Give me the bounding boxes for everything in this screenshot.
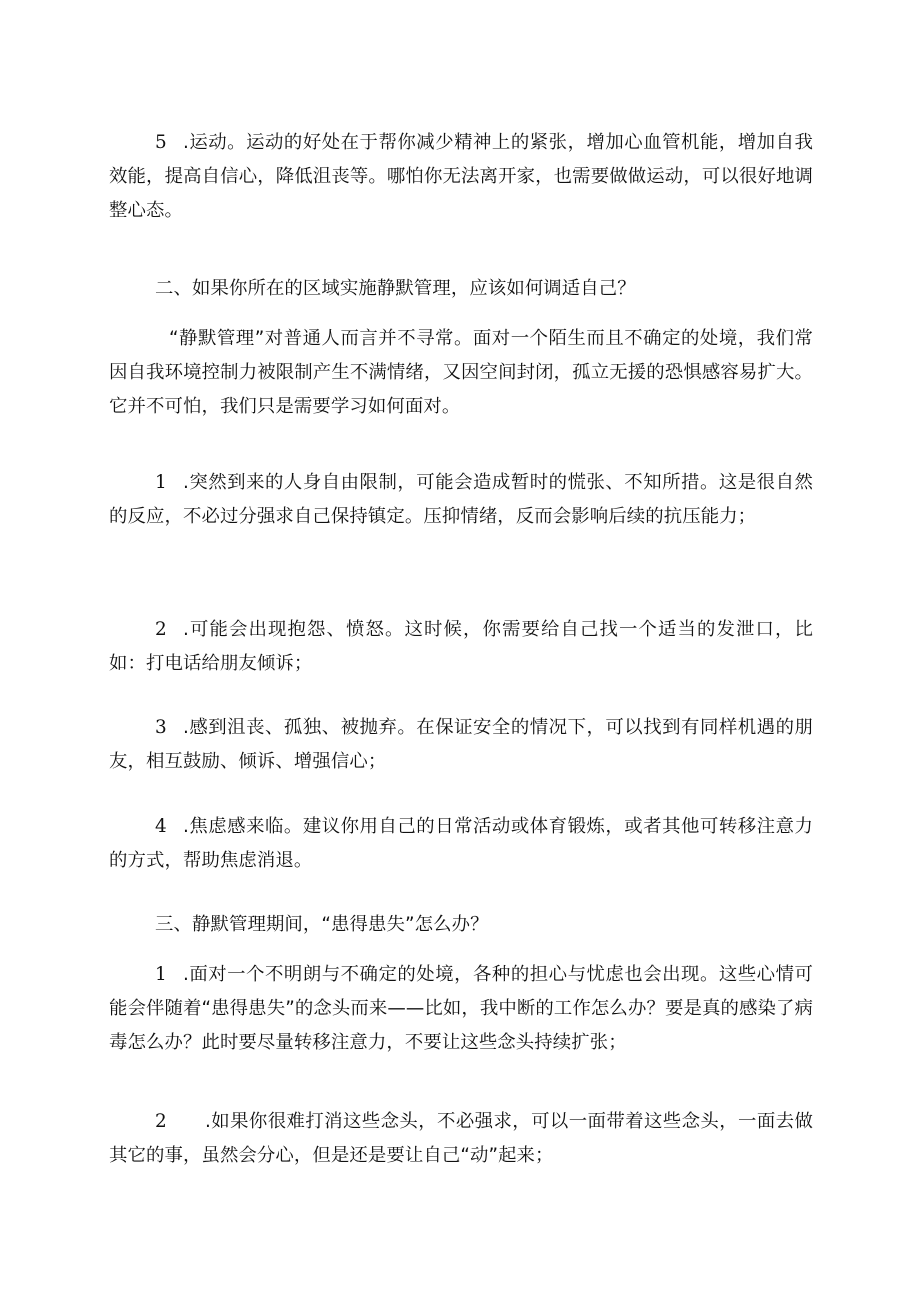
paragraph-silent-management: “静默管理”对普通人而言并不寻常。面对一个陌生而且不确定的处境，我们常因自我环境控制力被限制产生不满情绪，又因空间封闭，孤立无援的恐惧感容易扩大。它并不可怕，我们只是需要学习如何面对。 [109,328,813,417]
list-number: 4 [155,816,167,837]
list-number: 1 [155,472,167,493]
paragraph-text: .可能会出现抱怨、愤怒。这时候，你需要给自己找一个适当的发泄口，比如：打电话给朋友倾诉； [109,619,813,674]
paragraph-item-3 [109,711,813,779]
list-number: 2 [155,1111,167,1132]
section-heading-3: 三、静默管理期间，“患得患失”怎么办？ [155,914,489,935]
paragraph-item-1b [109,958,813,1060]
paragraph-exercise [109,126,813,228]
paragraph-item-2b [109,1105,813,1173]
list-number: 3 [155,717,167,738]
paragraph-item-1 [109,466,813,534]
paragraph-item-4 [109,810,813,878]
paragraph-text: .感到沮丧、孤独、被抛弃。在保证安全的情况下，可以找到有同样机遇的朋友，相互鼓励、倾诉、增强信心； [109,717,813,772]
list-number: 1 [155,964,167,985]
paragraph-item-2 [109,613,813,681]
paragraph-text: .如果你很难打消这些念头，不必强求，可以一面带着这些念头，一面去做其它的事，虽然会分心，但是还是要让自己“动”起来； [109,1111,813,1166]
paragraph-text: .运动。运动的好处在于帮你减少精神上的紧张，增加心血管机能，增加自我效能，提高自信心，降低沮丧等。哪怕你无法离开家，也需要做做运动，可以很好地调整心态。 [109,132,813,221]
list-number: 2 [155,619,167,640]
paragraph-text: .面对一个不明朗与不确定的处境，各种的担心与忧虑也会出现。这些心情可能会伴随着“患得患失”的念头而来——比如，我中断的工作怎么办？要是真的感染了病毒怎么办？此时要尽量转移注意力，不要让这些念头持续扩张； [109,964,813,1053]
list-number: 5 [155,132,167,153]
section-heading-2: 二、如果你所在的区域实施静默管理，应该如何调适自己？ [155,278,636,299]
paragraph-text: .焦虑感来临。建议你用自己的日常活动或体育锻炼，或者其他可转移注意力的方式，帮助焦虑消退。 [109,816,813,871]
paragraph-text: .突然到来的人身自由限制，可能会造成暂时的慌张、不知所措。这是很自然的反应，不必过分强求自己保持镇定。压抑情绪，反而会影响后续的抗压能力； [109,472,813,527]
